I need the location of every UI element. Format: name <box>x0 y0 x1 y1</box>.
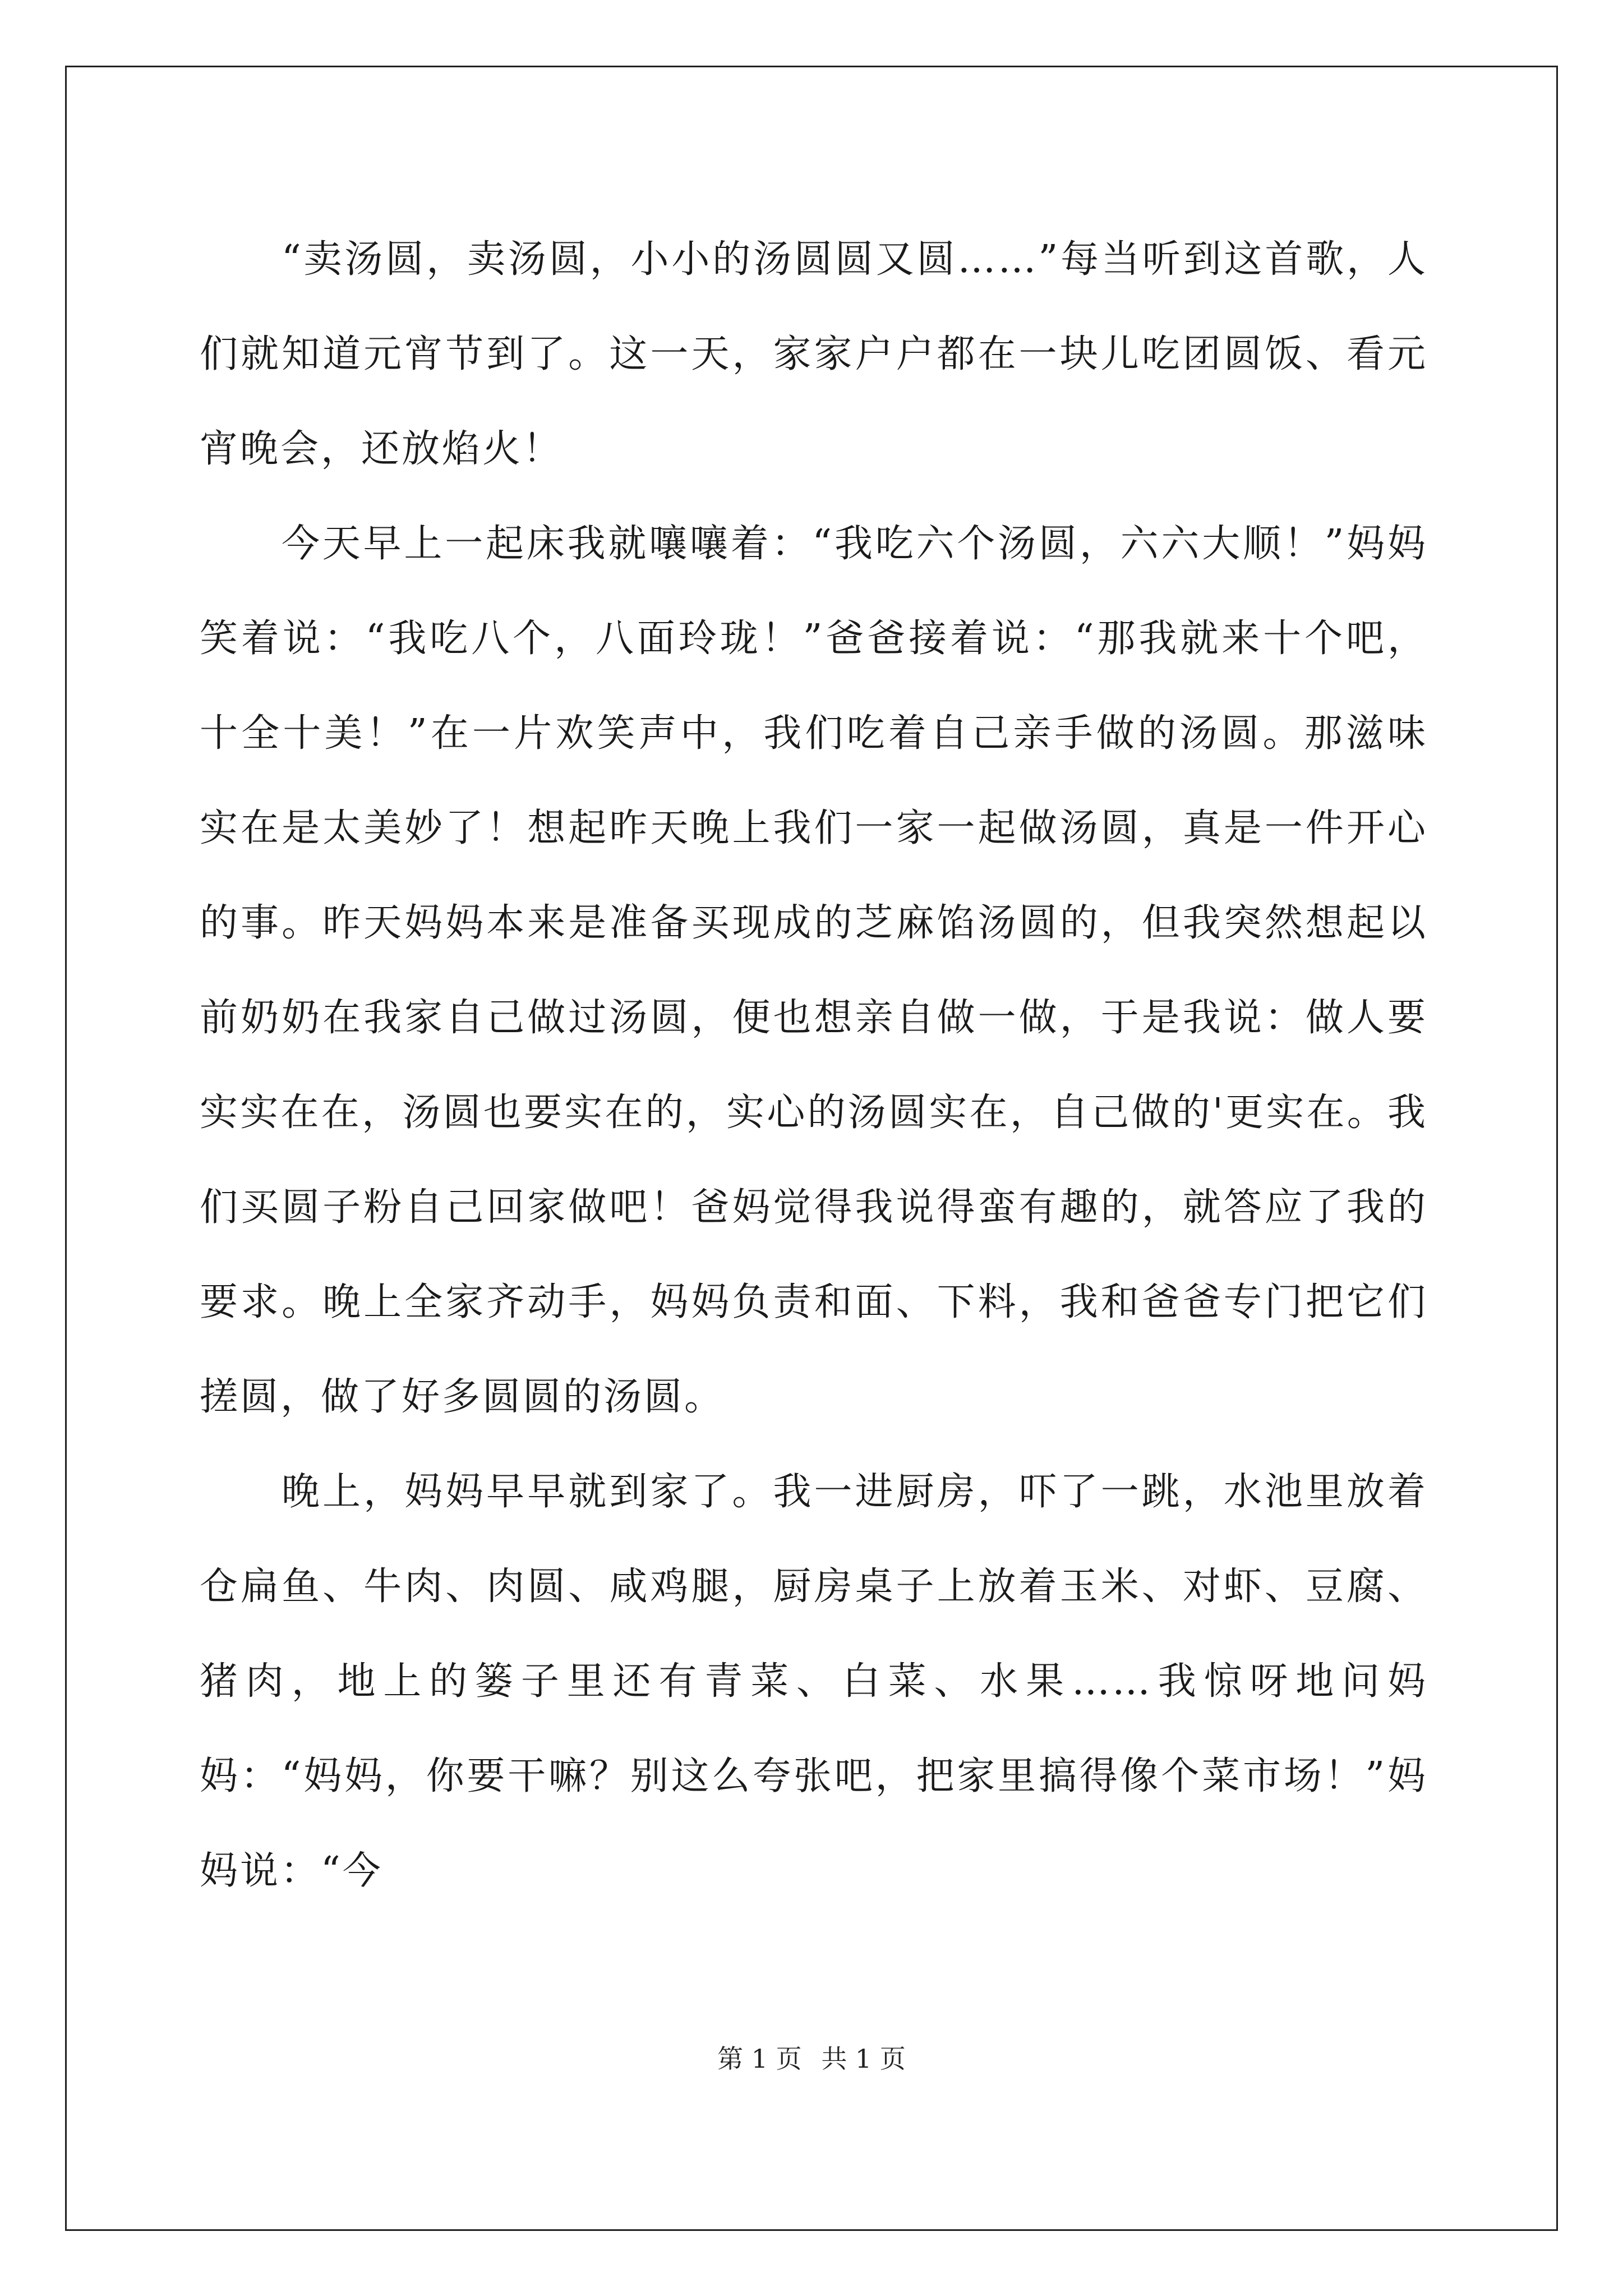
paragraph-2: 今天早上一起床我就嚷嚷着：“我吃六个汤圆，六六大顺！”妈妈笑着说：“我吃八个，八面玲珑！”爸爸接着说：“那我就来十个吧，十全十美！”在一片欢笑声中，我们吃着自己亲手做的汤圆。那滋味实在是太美妙了！想起昨天晚上我们一家一起做汤圆，真是一件开心的事。昨天妈妈本来是准备买现成的芝麻馅汤圆的，但我突然想起以前奶奶在我家自己做过汤圆，便也想亲自做一做，于是我说：做人要实实在在，汤圆也要实在的，实心的汤圆实在，自己做的'更实在。我们买圆子粉自己回家做吧！爸妈觉得我说得蛮有趣的，就答应了我的要求。晚上全家齐动手，妈妈负责和面、下料，我和爸爸专门把它们搓圆，做了好多圆圆的汤圆。 <box>200 522 1428 1419</box>
paragraph-1: “卖汤圆，卖汤圆，小小的汤圆圆又圆……”每当听到这首歌，人们就知道元宵节到了。这一天，家家户户都在一块儿吃团圆饭、看元宵晚会，还放焰火！ <box>200 237 1428 471</box>
page-number: 第 1 页 <box>717 2044 802 2074</box>
paragraph-3: 晚上，妈妈早早就到家了。我一进厨房，吓了一跳，水池里放着仓扁鱼、牛肉、肉圆、咸鸡腿，厨房桌子上放着玉米、对虾、豆腐、猪肉，地上的篓子里还有青菜、白菜、水果……我惊呀地问妈妈：“妈妈，你要干嘛？别这么夸张吧，把家里搞得像个菜市场！”妈妈说：“今 <box>200 1470 1428 1893</box>
document-body <box>200 212 1428 1918</box>
page-footer <box>0 2042 1623 2076</box>
page-total: 共 1 页 <box>821 2044 906 2074</box>
